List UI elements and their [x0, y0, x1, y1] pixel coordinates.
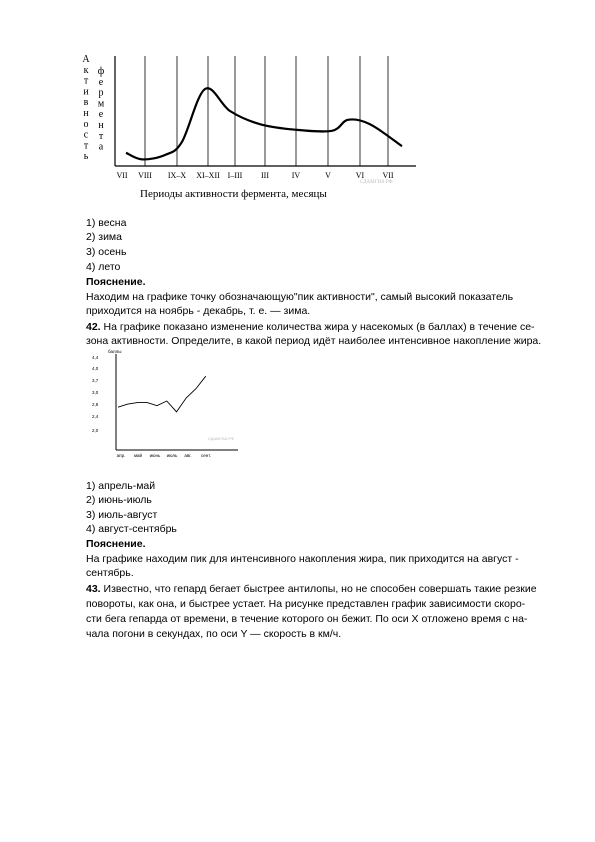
- x-axis-title: Периоды активности фермента, месяцы: [140, 188, 327, 200]
- x-tick-label: V: [325, 171, 331, 180]
- answer-option: 1) апрель-май: [86, 480, 156, 492]
- y-axis-label-letter: ь: [83, 151, 89, 163]
- chart-gridlines: [145, 56, 388, 166]
- question-43-text: [86, 582, 537, 596]
- y-axis-label-letter: т: [83, 140, 89, 152]
- answer-option: 3) июль-август: [86, 509, 158, 521]
- question-number: 43.: [86, 583, 101, 595]
- answer-option: 4) август-сентябрь: [86, 523, 177, 535]
- question-text: Известно, что гепард бегает быстрее антилопы, но не способен совершать такие резкие: [100, 583, 537, 595]
- y-axis-label-letter: в: [83, 97, 89, 109]
- y-tick-label: 3,0: [92, 390, 99, 395]
- y-tick-label: 2,0: [92, 428, 99, 433]
- answer-option: 1) весна: [86, 217, 127, 229]
- x-tick-label: IX–X: [167, 171, 187, 180]
- y-axis-label-letter: и: [83, 86, 89, 98]
- explanation-heading: Пояснение.: [86, 538, 146, 550]
- chart-watermark: СДАМГИА.РФ: [208, 436, 234, 441]
- y-tick-labels: [92, 355, 99, 433]
- explanation-text: сентябрь.: [86, 567, 134, 579]
- y-axis-label-letter: А: [82, 54, 90, 65]
- x-tick-label: май: [133, 453, 143, 458]
- x-tick-label: VIII: [138, 171, 152, 180]
- x-tick-label: июнь: [149, 453, 161, 458]
- question-number: 42.: [86, 321, 101, 333]
- x-tick-label: VI: [355, 171, 365, 180]
- y-axis-label-activity: [82, 54, 90, 162]
- x-tick-label: июль: [166, 453, 178, 458]
- y-axis-label-letter: р: [98, 87, 104, 99]
- question-text: чала погони в секундах, по оси Y — скорость в км/ч.: [86, 628, 342, 640]
- x-tick-label: III: [261, 171, 269, 180]
- question-text: На графике показано изменение количества жира у насекомых (в баллах) в течение се-: [100, 321, 535, 333]
- y-axis-label-letter: м: [97, 98, 105, 110]
- y-axis-label-letter: т: [98, 130, 104, 142]
- activity-curve: [126, 88, 402, 159]
- answer-option: 3) осень: [86, 246, 127, 258]
- y-axis-label-letter: е: [98, 109, 104, 121]
- x-tick-label: IV: [291, 171, 301, 180]
- explanation-text: На графике находим пик для интенсивного накопления жира, пик приходится на август -: [86, 553, 519, 565]
- x-tick-label: сент.: [200, 453, 212, 458]
- x-tick-label: XI–XII: [196, 171, 220, 180]
- y-axis-label-letter: н: [98, 120, 104, 131]
- answer-option: 2) июнь-июль: [86, 494, 152, 506]
- y-tick-label: 3,7: [92, 378, 99, 383]
- x-tick-labels: [117, 452, 211, 458]
- x-tick-label: апр.: [116, 453, 126, 458]
- fat-curve: [118, 376, 206, 412]
- y-axis-label-letter: ф: [97, 66, 105, 77]
- question-text: сти бега гепарда от времени, в течение которого он бежит. По оси X отложено время с на-: [86, 613, 528, 625]
- x-tick-label: VII: [382, 171, 394, 180]
- answer-option: 2) зима: [86, 231, 122, 243]
- y-axis-label-letter: а: [98, 141, 104, 153]
- y-tick-label: 2,4: [92, 414, 99, 419]
- x-tick-label: авг.: [184, 453, 192, 458]
- y-axis-label-letter: к: [83, 64, 89, 76]
- y-axis-label-letter: о: [83, 118, 89, 130]
- y-axis-label-letter: н: [83, 108, 89, 119]
- answer-option: 4) лето: [86, 261, 121, 273]
- y-axis-label-letter: с: [83, 129, 89, 141]
- y-tick-label: 4,0: [92, 366, 99, 371]
- y-axis-title: баллы: [108, 349, 122, 354]
- fat-content-chart: [88, 346, 263, 471]
- explanation-heading: Пояснение.: [86, 276, 146, 288]
- y-axis-label-enzyme: [98, 66, 105, 153]
- explanation-text: приходится на ноябрь - декабрь, т. е. — зима.: [86, 305, 311, 317]
- x-tick-label: VII: [116, 171, 128, 180]
- enzyme-activity-chart: [70, 50, 420, 210]
- question-42-text: [86, 320, 535, 334]
- explanation-text: Находим на графике точку обозначающую"пик активности", самый высокий показатель: [86, 291, 514, 303]
- x-tick-label: I–III: [227, 171, 243, 180]
- y-axis-label-letter: е: [98, 76, 104, 88]
- y-tick-label: 4,4: [92, 355, 99, 360]
- y-axis-label-letter: т: [83, 75, 89, 87]
- y-tick-label: 2,8: [92, 402, 99, 407]
- x-tick-labels: [116, 171, 393, 180]
- question-text: повороты, как она, и быстрее устает. На рисунке представлен график зависимости скоро-: [86, 598, 526, 610]
- chart-watermark: СДАМГИА.РФ: [360, 180, 393, 185]
- question-text: зона активности. Определите, в какой период идёт наиболее интенсивное накопление жира.: [86, 335, 542, 347]
